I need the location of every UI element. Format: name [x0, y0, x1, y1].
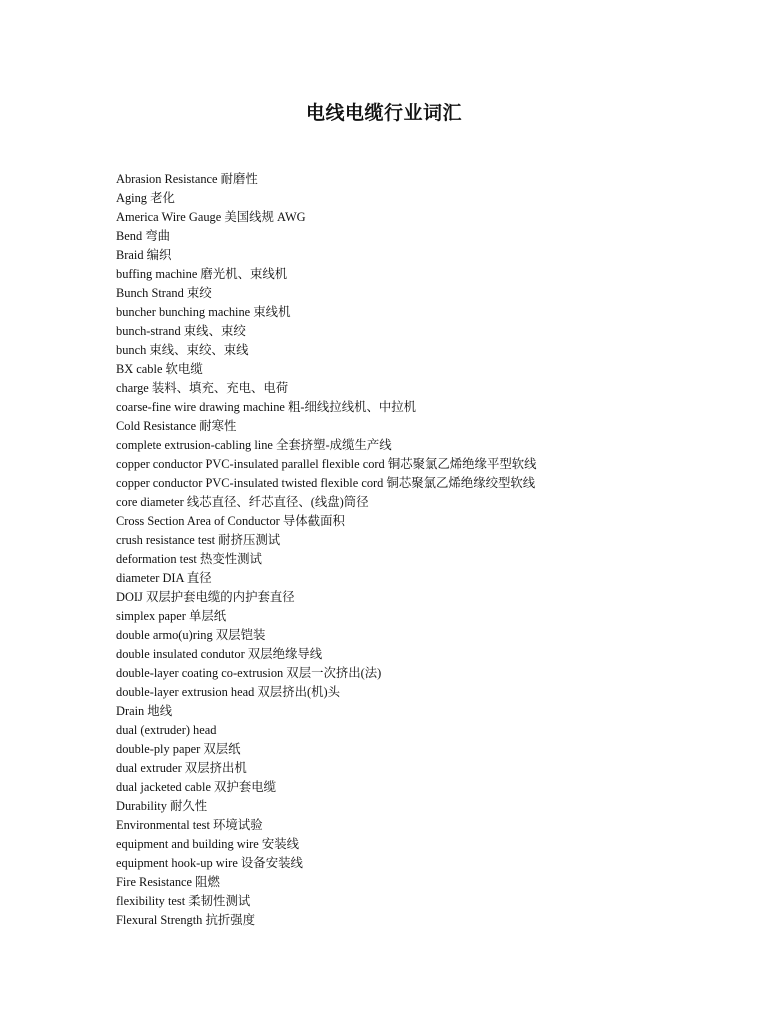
glossary-entry: bunch 束线、束绞、束线 [116, 343, 249, 357]
glossary-entry: equipment hook-up wire 设备安装线 [116, 856, 303, 870]
glossary-entry: buffing machine 磨光机、束线机 [116, 267, 288, 281]
glossary-entry: copper conductor PVC-insulated parallel flexible cord 铜芯聚氯乙烯绝缘平型软线 [116, 457, 537, 471]
glossary-entry: double-layer extrusion head 双层挤出(机)头 [116, 685, 341, 699]
glossary-entry: deformation test 热变性测试 [116, 552, 262, 566]
glossary-entry: Cross Section Area of Conductor 导体截面积 [116, 514, 345, 528]
glossary-entry: charge 装料、填充、充电、电荷 [116, 381, 289, 395]
glossary-entry: complete extrusion-cabling line 全套挤塑-成缆生产线 [116, 438, 392, 452]
page-title: 电线电缆行业词汇 [305, 103, 462, 124]
glossary-entry: Bend 弯曲 [116, 229, 171, 243]
glossary-entry: bunch-strand 束线、束绞 [116, 324, 246, 338]
glossary-entry: double-ply paper 双层纸 [116, 742, 241, 756]
glossary-entry: flexibility test 柔韧性测试 [116, 894, 251, 908]
glossary-entry: crush resistance test 耐挤压测试 [116, 533, 281, 547]
glossary-entry: Aging 老化 [116, 191, 175, 205]
glossary-entry: Fire Resistance 阻燃 [116, 875, 220, 889]
glossary-entry: Durability 耐久性 [116, 799, 208, 813]
glossary-entry: double armo(u)ring 双层铠装 [116, 628, 266, 642]
glossary-entry: equipment and building wire 安装线 [116, 837, 300, 851]
glossary-entry: Abrasion Resistance 耐磨性 [116, 172, 258, 186]
glossary-entry: Braid 编织 [116, 248, 172, 262]
glossary-entry: America Wire Gauge 美国线规 AWG [116, 210, 306, 224]
glossary-entry: buncher bunching machine 束线机 [116, 305, 291, 319]
glossary-entry: Flexural Strength 抗折强度 [116, 913, 256, 927]
glossary-entry: simplex paper 单层纸 [116, 609, 227, 623]
glossary-entry: coarse-fine wire drawing machine 粗-细线拉线机、中拉机 [116, 400, 417, 414]
glossary-entry: core diameter 线芯直径、纤芯直径、(线盘)筒径 [116, 495, 369, 509]
glossary-list [116, 170, 736, 930]
glossary-entry: diameter DIA 直径 [116, 571, 212, 585]
glossary-entry: dual extruder 双层挤出机 [116, 761, 247, 775]
glossary-entry: double insulated condutor 双层绝缘导线 [116, 647, 323, 661]
glossary-entry: dual jacketed cable 双护套电缆 [116, 780, 276, 794]
glossary-entry: Cold Resistance 耐寒性 [116, 419, 237, 433]
glossary-entry: Bunch Strand 束绞 [116, 286, 212, 300]
glossary-entry: dual (extruder) head [116, 723, 217, 737]
glossary-entry: DOIJ 双层护套电缆的内护套直径 [116, 590, 295, 604]
glossary-entry: copper conductor PVC-insulated twisted flexible cord 铜芯聚氯乙烯绝缘绞型软线 [116, 476, 536, 490]
glossary-entry: BX cable 软电缆 [116, 362, 203, 376]
glossary-entry: double-layer coating co-extrusion 双层一次挤出(法) [116, 666, 382, 680]
glossary-entry: Drain 地线 [116, 704, 173, 718]
glossary-entry: Environmental test 环境试验 [116, 818, 263, 832]
